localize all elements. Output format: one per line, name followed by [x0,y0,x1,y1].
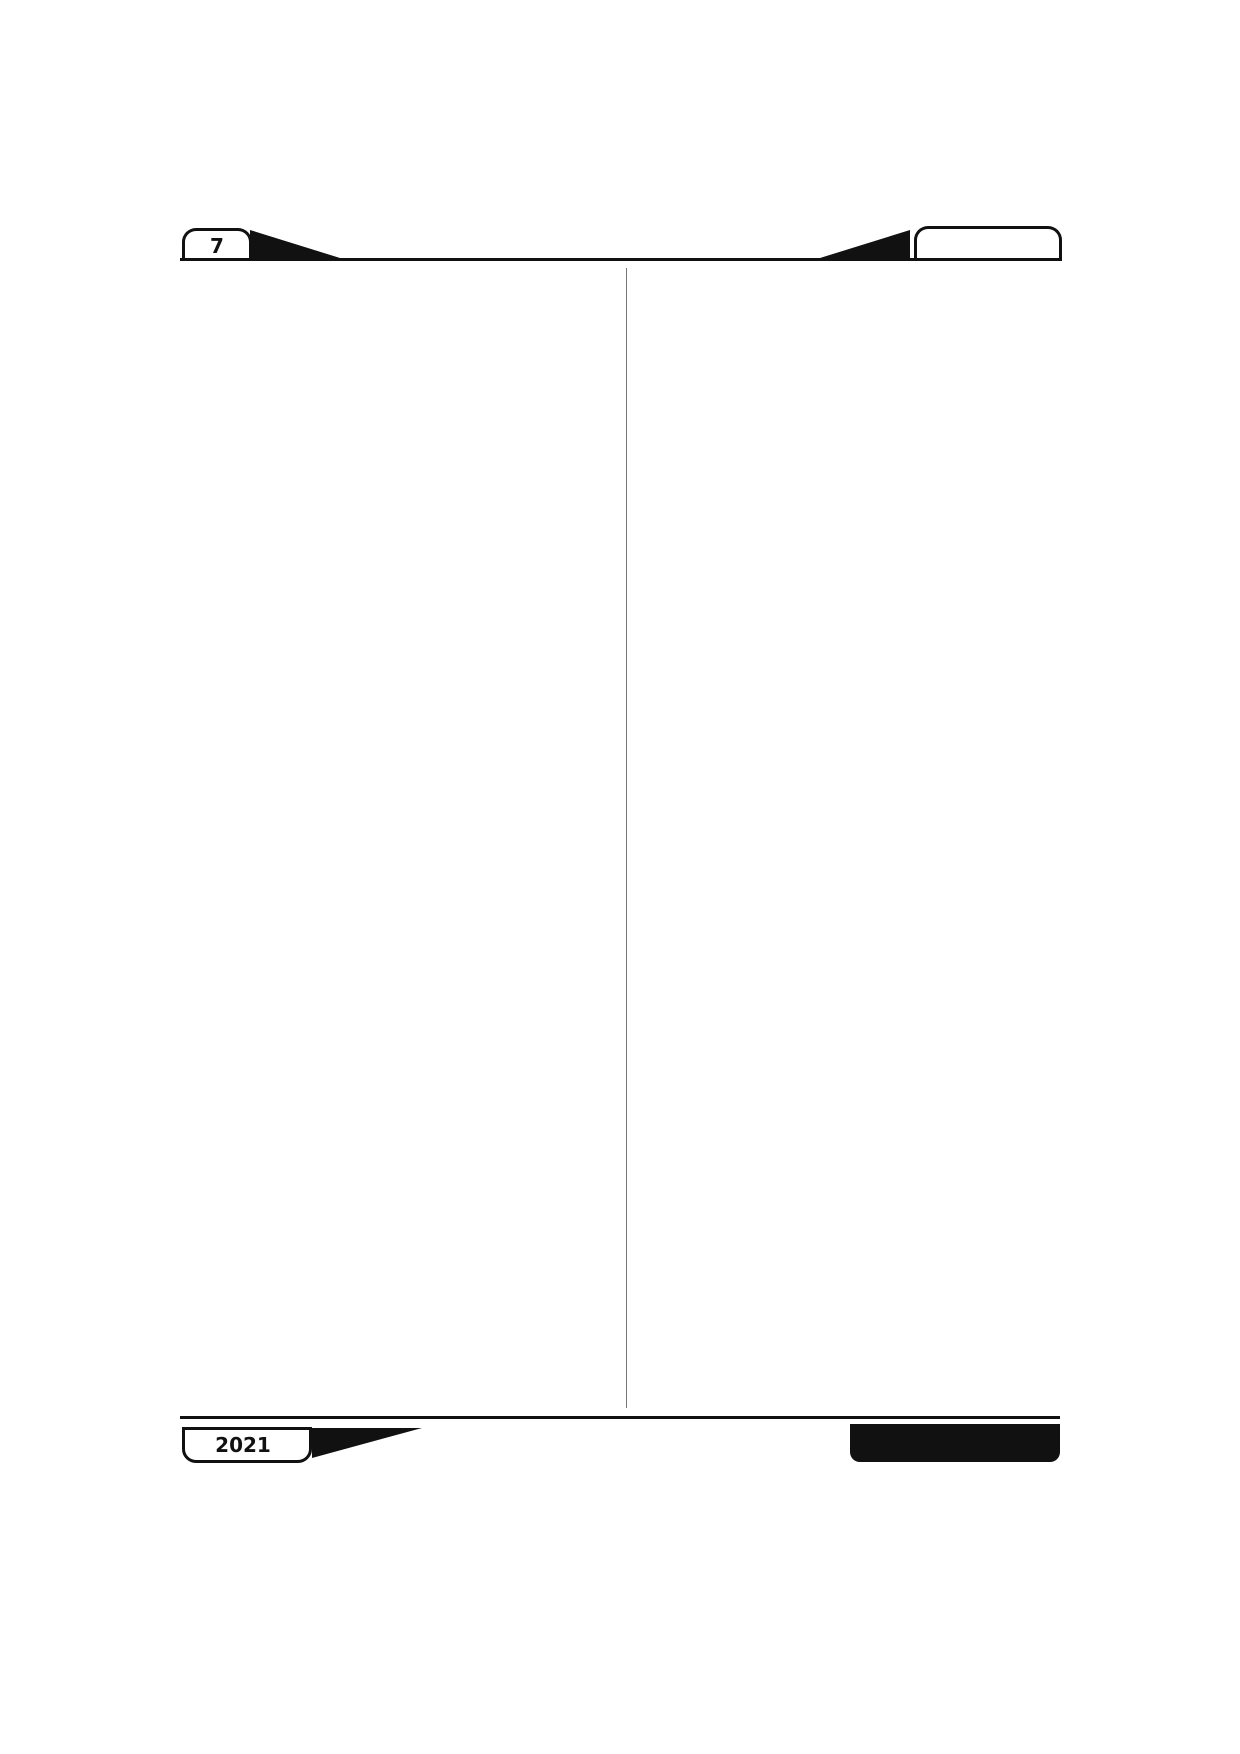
text-line [190,605,600,638]
text-line [190,1338,600,1371]
text-line [190,538,600,571]
text-line [190,505,600,538]
text-line [652,1104,1062,1137]
text-line [190,705,600,738]
footer-ornament [312,1428,422,1458]
text-line [652,971,1062,1004]
text-line [190,1304,600,1337]
page-number: 7 [182,228,252,261]
magazine-name [850,1424,1060,1462]
text-line [190,1071,600,1104]
text-line [652,472,1062,505]
text-line [190,1271,600,1304]
text-line [190,438,600,471]
left-column [190,272,600,1407]
text-line [652,605,1062,638]
text-line [652,272,1062,305]
text-line [652,1238,1062,1271]
text-line [652,572,1062,605]
text-line [652,805,1062,838]
footer-rule [180,1416,1060,1419]
text-line [652,938,1062,971]
right-column [652,272,1062,1407]
text-line [190,572,600,605]
text-line [190,905,600,938]
text-line [190,1005,600,1038]
text-line [652,738,1062,771]
text-line [652,438,1062,471]
text-line [190,372,600,405]
header-ornament-right [820,230,910,258]
text-line [190,1238,600,1271]
text-line [652,705,1062,738]
text-line [652,538,1062,571]
text-line [190,1371,600,1404]
text-line [652,372,1062,405]
text-line [190,1204,600,1237]
text-line [190,672,600,705]
text-line [652,638,1062,671]
text-line [190,272,600,305]
text-line [190,938,600,971]
text-line [652,1005,1062,1038]
text-line [190,405,600,438]
text-line [652,1071,1062,1104]
text-line [652,771,1062,804]
text-line [652,339,1062,372]
text-line [652,1271,1062,1304]
text-line [190,1038,600,1071]
text-line [652,1038,1062,1071]
section-title [914,226,1062,261]
text-line [190,305,600,338]
text-line [190,771,600,804]
text-line [190,738,600,771]
text-line [190,638,600,671]
text-line [652,871,1062,904]
text-line [652,1171,1062,1204]
issue-date [182,1427,312,1463]
text-line [190,1104,600,1137]
header-ornament-left [250,230,340,258]
text-line [190,1138,600,1171]
text-line [652,1371,1062,1404]
text-line [652,905,1062,938]
text-line [652,1304,1062,1337]
text-line [652,505,1062,538]
text-line [190,871,600,904]
text-line [190,472,600,505]
text-line [190,805,600,838]
issue-year: 2021 [215,1433,271,1457]
text-line [190,1171,600,1204]
text-line [652,838,1062,871]
text-line [652,1138,1062,1171]
text-line [190,971,600,1004]
text-line [652,1204,1062,1237]
text-line [190,339,600,372]
text-line [190,838,600,871]
text-line [652,672,1062,705]
column-divider [626,268,627,1408]
text-line [652,1338,1062,1371]
text-line [652,305,1062,338]
text-line [652,405,1062,438]
